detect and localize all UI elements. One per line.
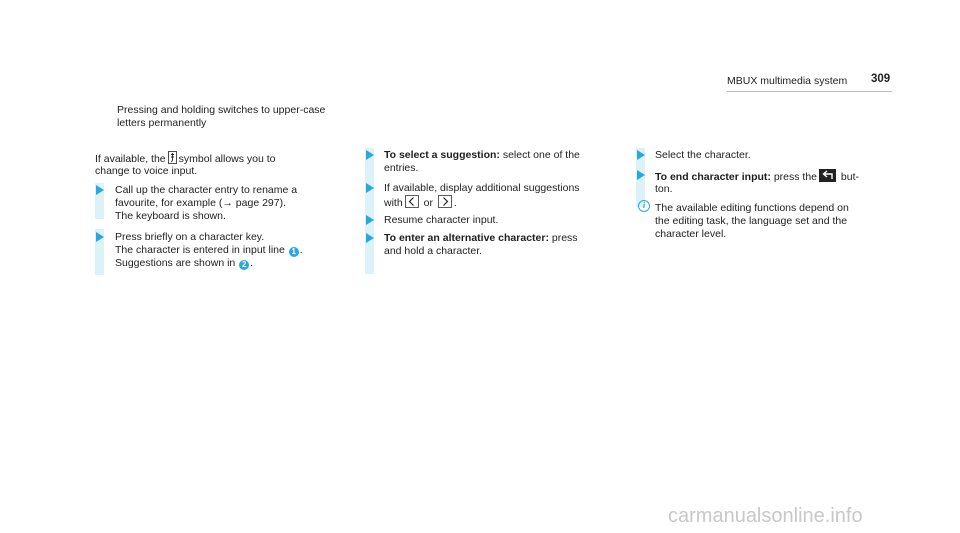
- step-bar: [365, 148, 374, 274]
- step-arrow-icon: [637, 150, 645, 160]
- step-press-line-1: Press briefly on a character key.: [115, 231, 265, 243]
- section-title: MBUX multimedia system: [727, 75, 848, 87]
- step-alt-character-line-2: and hold a character.: [384, 245, 483, 257]
- step-alt-character-line-1: To enter an alternative character: press: [384, 232, 578, 244]
- step-select-character: Select the character.: [655, 149, 751, 161]
- info-line-2: the editing task, the language set and the: [655, 215, 848, 227]
- step-arrow-icon: [366, 183, 374, 193]
- step-rename-line-2: favourite, for example (→ page 297).: [115, 197, 287, 209]
- step-more-suggestions-line-2: with or .: [384, 195, 457, 212]
- step-arrow-icon: [96, 185, 104, 195]
- step-select-suggestion-line-2: entries.: [384, 162, 419, 174]
- step-rename-line-1: Call up the character entry to rename a: [115, 184, 298, 196]
- callout-badge-2: 2: [239, 260, 249, 270]
- step-end-input-line-1: To end character input: press the but-: [655, 169, 859, 186]
- voice-input-paragraph: If available, the symbol allows you to: [95, 151, 276, 168]
- step-press-line-2: The character is entered in input line 1 .: [115, 244, 303, 256]
- pressing-line-2: letters permanently: [117, 117, 207, 129]
- info-line-1: The available editing functions depend on: [655, 202, 849, 214]
- step-rename-line-3: The keyboard is shown.: [115, 210, 226, 222]
- step-arrow-icon: [637, 170, 645, 180]
- info-line-3: character level.: [655, 228, 727, 240]
- callout-badge-1: 1: [289, 247, 299, 257]
- page-ref-link[interactable]: page 297).: [232, 197, 287, 209]
- step-end-input-line-2: ton.: [655, 183, 673, 195]
- step-resume-input: Resume character input.: [384, 214, 499, 226]
- chevron-right-icon: [438, 195, 452, 212]
- watermark-text: carmanualsonline.info: [668, 505, 863, 527]
- step-arrow-icon: [366, 233, 374, 243]
- step-arrow-icon: [366, 215, 374, 225]
- page-ref-arrow-icon: →: [222, 197, 233, 209]
- step-arrow-icon: [366, 150, 374, 160]
- chevron-left-icon: [405, 195, 419, 212]
- header-rule: [727, 91, 892, 92]
- step-select-suggestion-line-1: To select a suggestion: select one of the: [384, 149, 580, 161]
- step-more-suggestions-line-1: If available, display additional suggestions: [384, 182, 580, 194]
- page-number: 309: [871, 73, 891, 85]
- back-icon: [819, 169, 836, 186]
- step-arrow-icon: [96, 232, 104, 242]
- voice-input-line-2: change to voice input.: [95, 165, 198, 177]
- pressing-line-1: Pressing and holding switches to upper-case: [117, 104, 326, 116]
- step-press-line-3: Suggestions are shown in 2 .: [115, 257, 254, 269]
- info-icon: i: [638, 200, 650, 212]
